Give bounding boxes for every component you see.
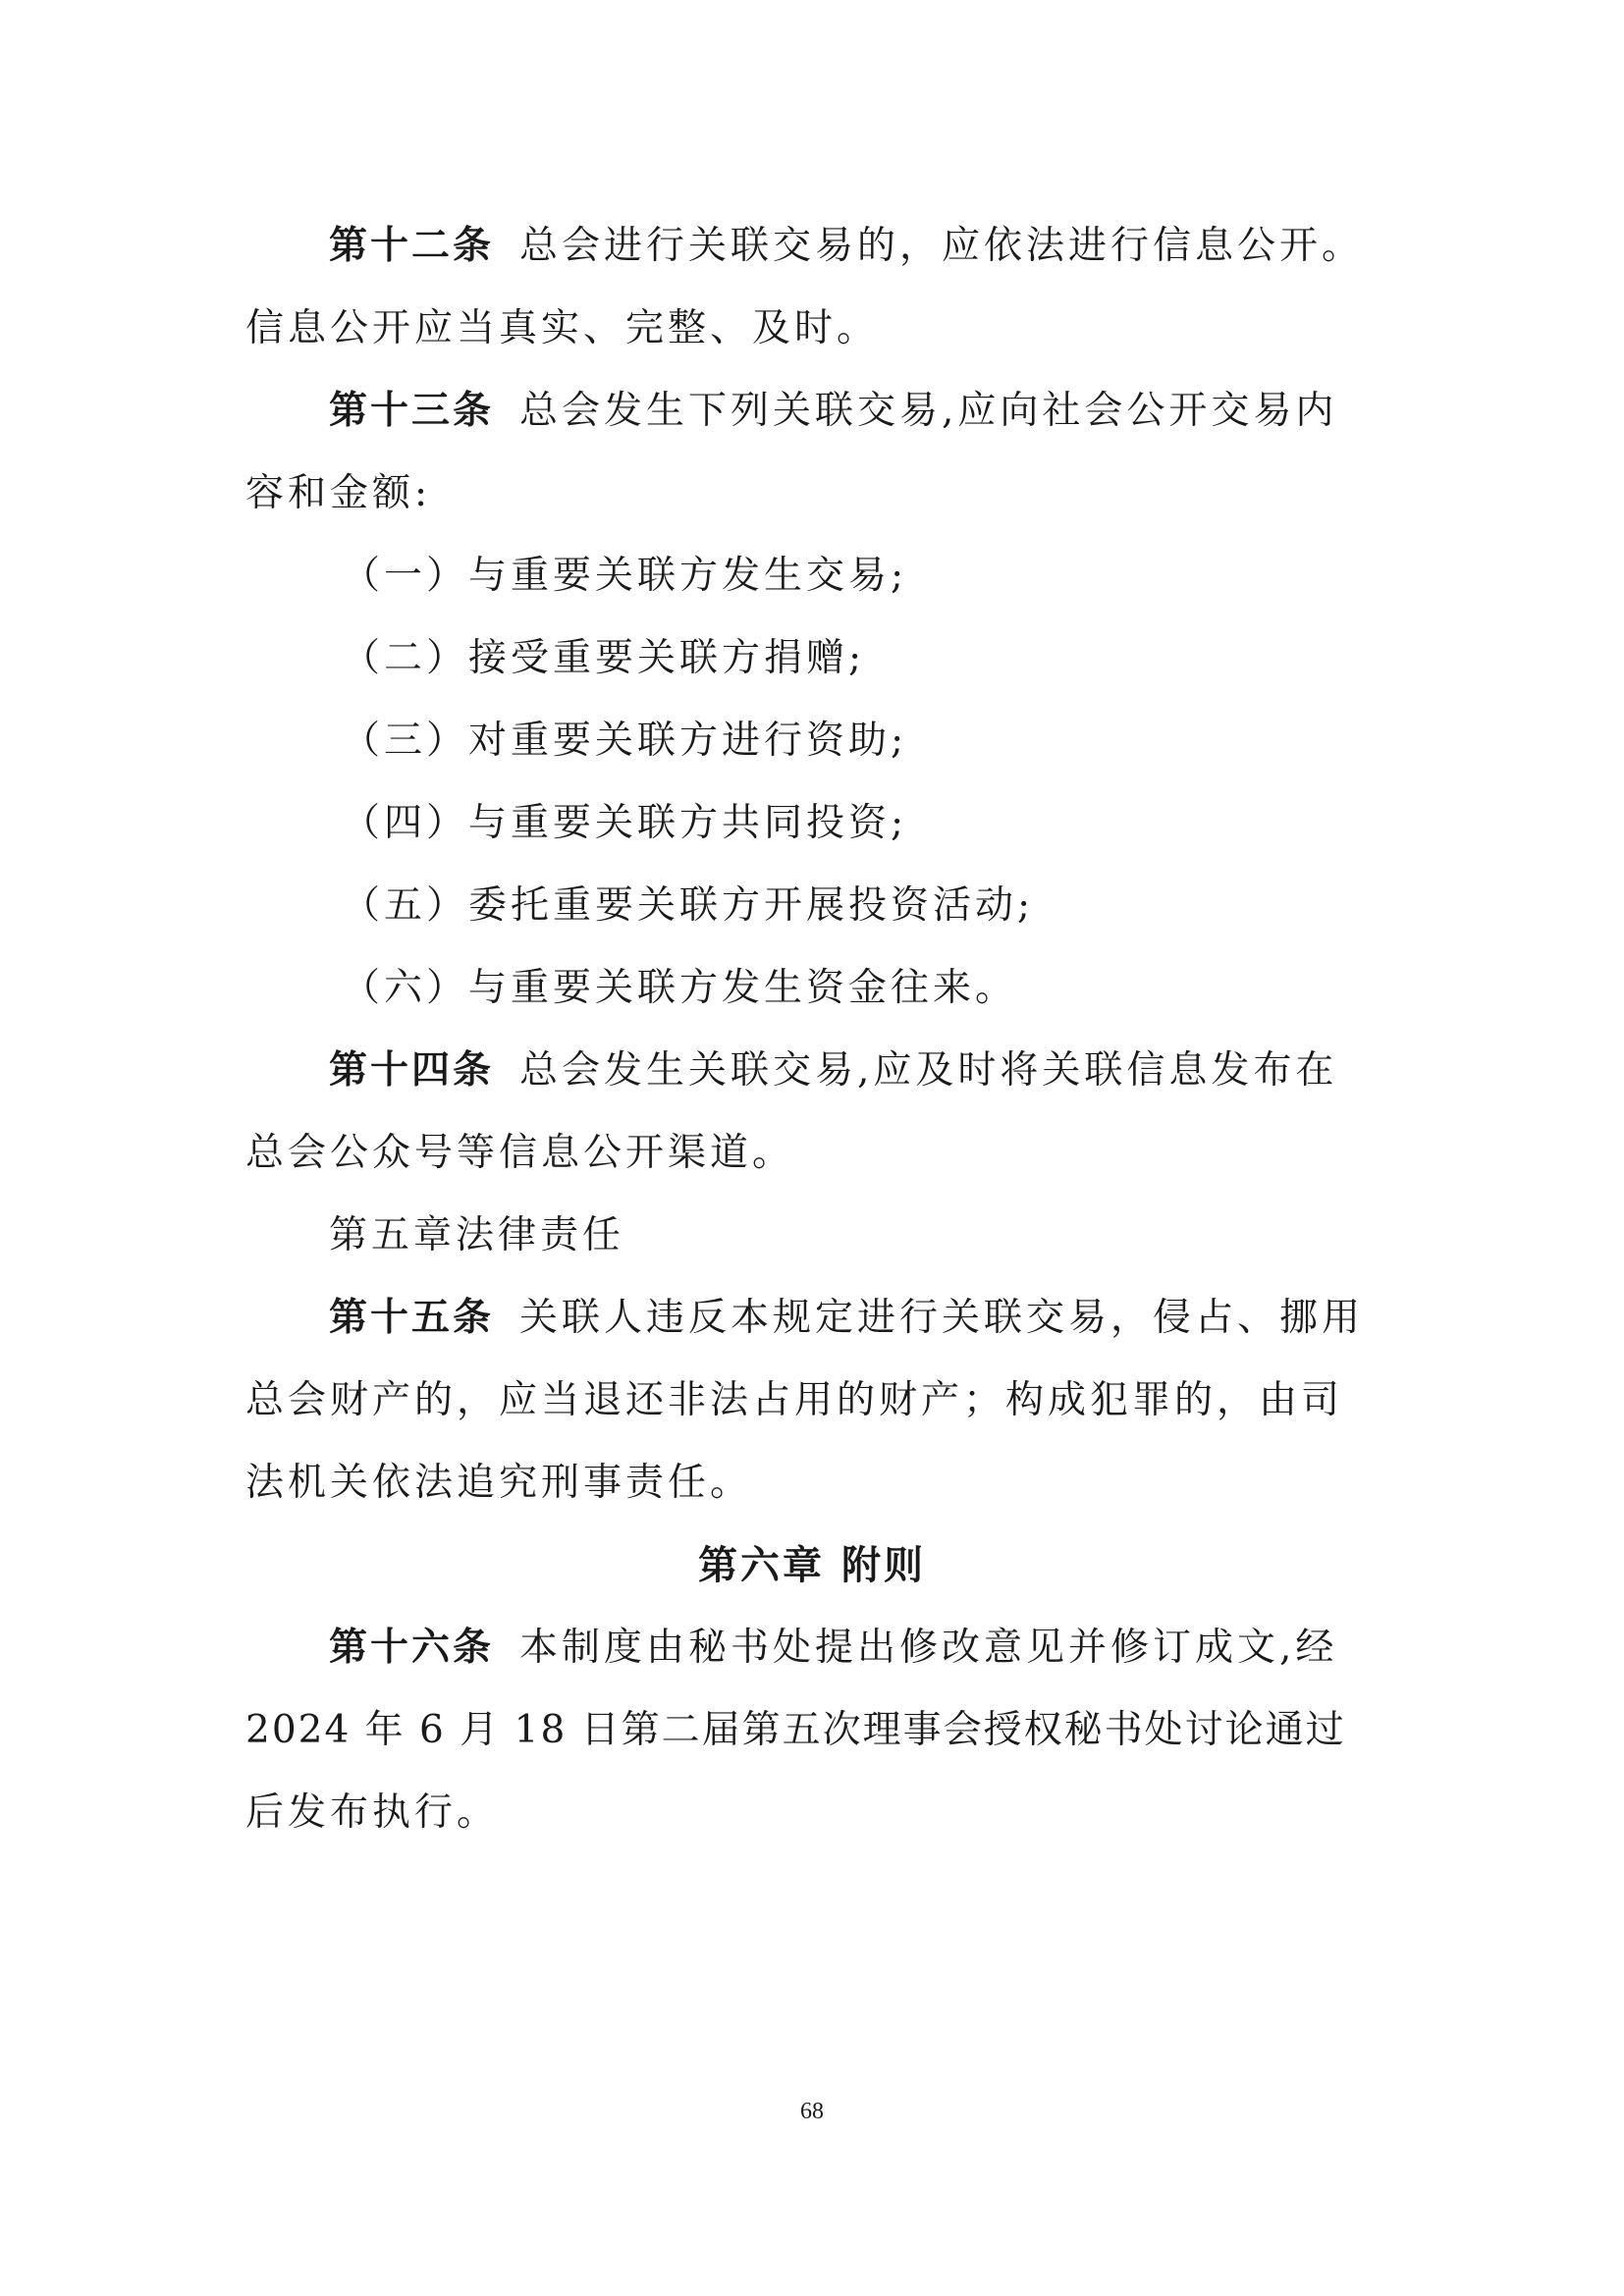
article-12-text-1: 总会进行关联交易的，应依法进行信息公开。 xyxy=(519,224,1365,268)
article-12-line-1 xyxy=(329,222,1473,271)
article-14-line-2: 总会公众号等信息公开渠道。 xyxy=(245,1131,795,1175)
article-13-item-6: （六）与重要关联方发生资金往来。 xyxy=(342,966,1018,1010)
article-15-line-3: 法机关依法追究刑事责任。 xyxy=(245,1461,753,1505)
chapter-6-title: 第六章 附则 xyxy=(698,1543,926,1588)
article-12-line-2: 信息公开应当真实、完整、及时。 xyxy=(245,306,880,350)
article-13-label: 第十三条 xyxy=(329,389,495,433)
article-13-item-5: （五）委托重要关联方开展投资活动; xyxy=(342,883,1035,928)
article-16-line-1 xyxy=(329,1624,1473,1673)
article-16-label: 第十六条 xyxy=(329,1626,495,1670)
article-15-text-1: 关联人违反本规定进行关联交易，侵占、挪用 xyxy=(519,1296,1365,1340)
article-13-item-1: （一）与重要关联方发生交易; xyxy=(342,554,908,598)
page-number: 68 xyxy=(800,2099,824,2124)
article-13-item-3: （三）对重要关联方进行资助; xyxy=(342,719,908,763)
article-12-label: 第十二条 xyxy=(329,224,495,268)
article-16-text-1: 本制度由秘书处提出修改意见并修订成文,经 xyxy=(519,1626,1338,1670)
article-13-line-2: 容和金额: xyxy=(245,471,432,515)
article-13-item-4: （四）与重要关联方共同投资; xyxy=(342,801,908,845)
article-13-line-1 xyxy=(329,387,1473,436)
article-15-line-2: 总会财产的，应当退还非法占用的财产；构成犯罪的，由司 xyxy=(245,1378,1344,1422)
article-15-label: 第十五条 xyxy=(329,1296,495,1340)
article-15-line-1 xyxy=(329,1294,1473,1343)
article-14-text-1: 总会发生关联交易,应及时将关联信息发布在 xyxy=(519,1048,1338,1093)
article-13-item-2: （二）接受重要关联方捐赠; xyxy=(342,636,866,680)
article-16-line-3: 后发布执行。 xyxy=(245,1790,500,1835)
article-13-text-1: 总会发生下列关联交易,应向社会公开交易内 xyxy=(519,389,1338,433)
article-16-line-2: 2024 年 6 月 18 日第二届第五次理事会授权秘书处讨论通过 xyxy=(245,1708,1346,1752)
chapter-5-title: 第五章法律责任 xyxy=(329,1213,625,1257)
article-14-line-1 xyxy=(329,1046,1473,1095)
article-14-label: 第十四条 xyxy=(329,1048,495,1093)
